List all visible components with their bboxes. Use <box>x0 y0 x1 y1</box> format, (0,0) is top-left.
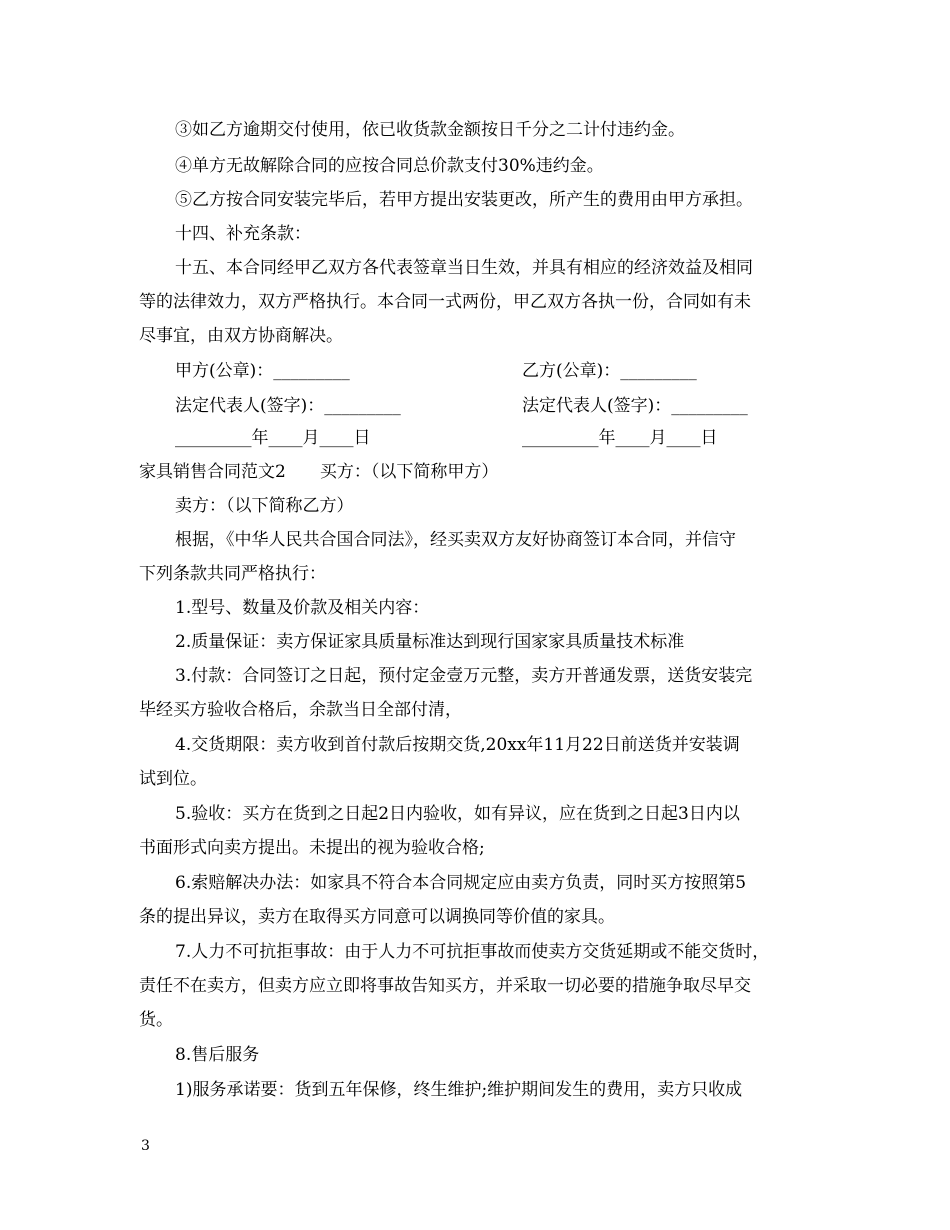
text-line: 等的法律效力，双方严格执行。本合同一式两份，甲乙双方各执一份，合同如有未 <box>139 292 751 312</box>
text-line: 卖方：（以下简称乙方） <box>175 496 354 516</box>
text-line: 条的提出异议，卖方在取得买方同意可以调换同等价值的家具。 <box>139 907 615 927</box>
text-line: 6.索赔解决办法：如家具不符合本合同规定应由卖方负责，同时买方按照第5 <box>175 873 747 893</box>
section-heading: 十四、补充条款： <box>175 224 311 244</box>
text-line: 货。 <box>139 1010 173 1030</box>
text-line: 根据，《中华人民共合国合同法》，经买卖双方友好协商签订本合同，并信守 <box>175 530 736 550</box>
party-a-seal: 甲方(公章)：_________ <box>175 361 350 381</box>
party-b-representative: 法定代表人(签字)：_________ <box>522 396 748 416</box>
text-line: 书面形式向卖方提出。未提出的视为验收合格; <box>139 838 485 858</box>
text-line: 4.交货期限：卖方收到首付款后按期交货,20xx年11月22日前送货并安装调 <box>175 735 740 755</box>
text-line: 下列条款共同严格执行： <box>139 564 326 584</box>
text-line: 1.型号、数量及价款及相关内容： <box>175 598 430 618</box>
text-line: 毕经买方验收合格后，余款当日全部付清， <box>139 700 462 720</box>
text-line: 十五、本合同经甲乙双方各代表签章当日生效，并具有相应的经济效益及相同 <box>175 258 753 278</box>
text-line: 8.售后服务 <box>175 1045 260 1065</box>
page-number: 3 <box>141 1138 150 1154</box>
text-line: 1)服务承诺要：货到五年保修，终生维护;维护期间发生的费用，卖方只收成 <box>175 1080 743 1100</box>
text-line: ④单方无故解除合同的应按合同总价款支付30%违约金。 <box>175 156 604 176</box>
text-line: 7.人力不可抗拒事故：由于人力不可抗拒事故而使卖方交货延期或不能交货时， <box>175 942 770 962</box>
text-line: ③如乙方逾期交付使用，依已收货款金额按日千分之二计付违约金。 <box>175 120 685 140</box>
text-line: 2.质量保证：卖方保证家具质量标准达到现行国家家具质量技术标准 <box>175 632 685 652</box>
text-line: 5.验收：买方在货到之日起2日内验收，如有异议，应在货到之日起3日内以 <box>175 804 740 824</box>
text-line: 试到位。 <box>139 769 207 789</box>
party-a-representative: 法定代表人(签字)：_________ <box>175 396 401 416</box>
text-line: 责任不在卖方，但卖方应立即将事故告知买方，并采取一切必要的措施争取尽早交 <box>139 976 751 996</box>
party-b-seal: 乙方(公章)：_________ <box>522 361 697 381</box>
contract-title: 家具销售合同范文2 买方：（以下简称甲方） <box>139 462 499 482</box>
party-a-date: _________年____月____日 <box>175 428 371 448</box>
text-line: 尽事宜，由双方协商解决。 <box>139 326 343 346</box>
party-b-date: _________年____月____日 <box>522 428 718 448</box>
text-line: 3.付款：合同签订之日起，预付定金壹万元整，卖方开普通发票，送货安装完 <box>175 666 753 686</box>
text-line: ⑤乙方按合同安装完毕后，若甲方提出安装更改，所产生的费用由甲方承担。 <box>175 190 753 210</box>
